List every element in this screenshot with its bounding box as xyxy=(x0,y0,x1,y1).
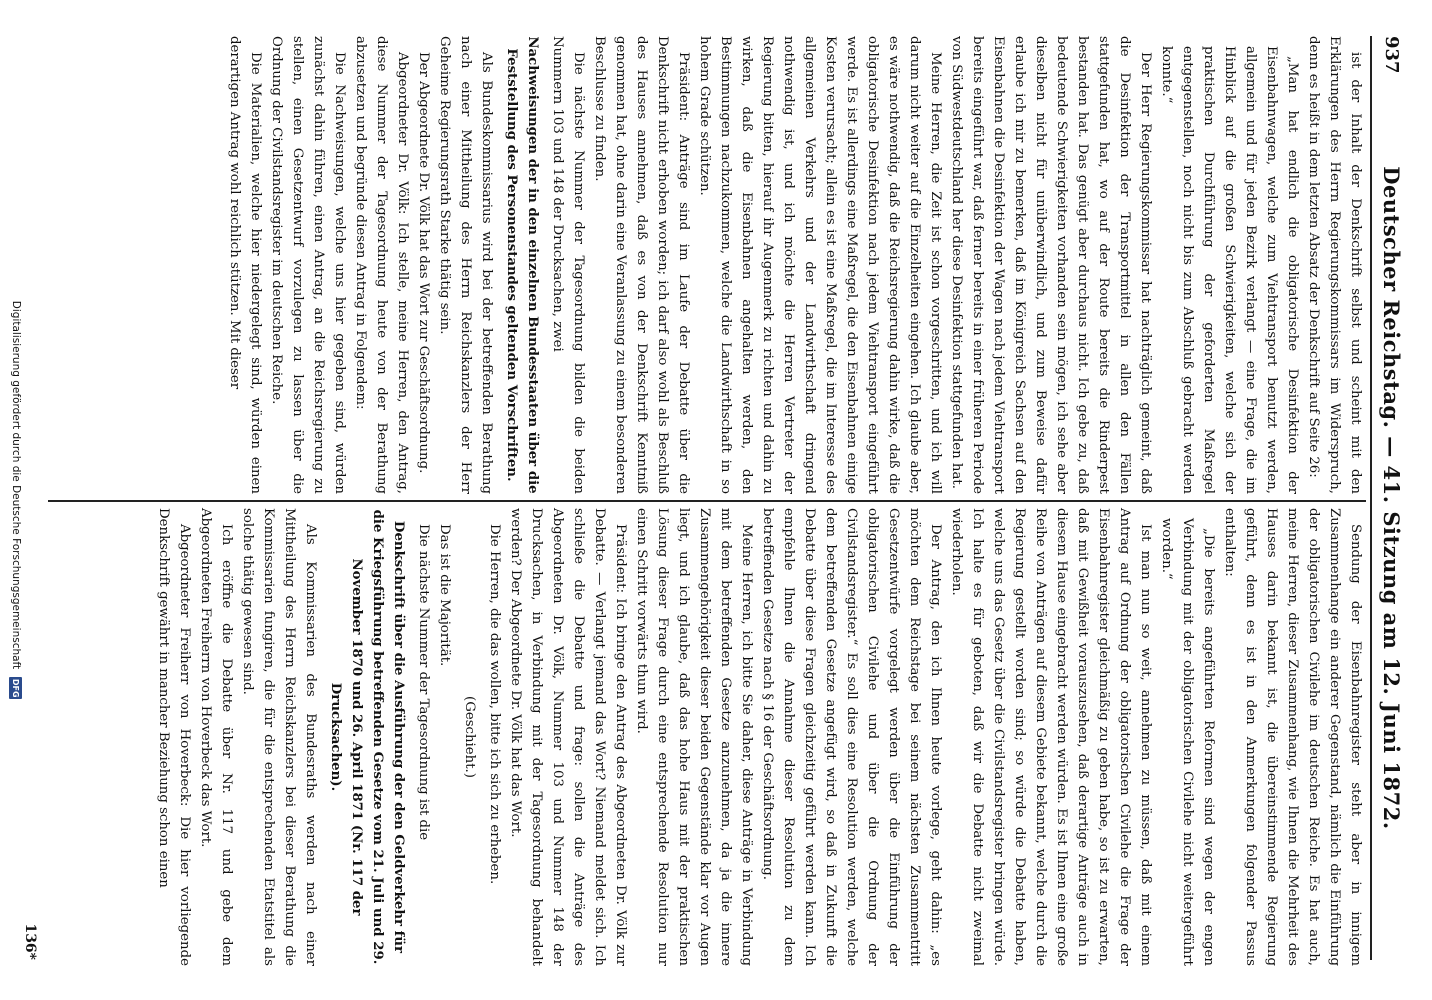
section-heading: Denkschrift über die Ausführung der den Geldverkehr für die Kriegsführung betreffenden Gesetze vom 21. Juli und 29. November 1870 und 26. April 1871 (Nr. 117 der Drucksachen). xyxy=(328,509,406,965)
stage-direction: (Geschieht.) xyxy=(462,696,477,778)
paragraph: Die Nachweisungen, welche uns hier gegeben sind, würden zunächst dahin führen, einen Antrag, an die Reichsregierung zu stellen, einen Gesetzentwurf vorzulegen zu lassen über die Ordnung der Civilstandsregister im deutschen Reiche. xyxy=(269,36,347,494)
page-number: 937 xyxy=(1381,36,1403,74)
column-left xyxy=(153,508,1366,966)
paragraph: Die Herren, die das wollen, bitte ich sich zu erheben. xyxy=(487,524,502,885)
paragraph: Die nächste Nummer der Tagesordnung ist die xyxy=(416,524,431,841)
signature-mark: 136* xyxy=(22,923,38,960)
running-title: Deutscher Reichstag. — 41. Sitzung am 12. Juni 1872. xyxy=(1379,166,1405,830)
paragraph: Die nächste Nummer der Tagesordnung bilden die beiden Nummern 103 und 148 der Drucksachen, zwei xyxy=(550,36,586,494)
paragraph: Meine Herren, ich bitte Sie daher, diese Anträge in Verbindung mit dem betreffenden Gesetze anzunehmen, da ja die innere Zusammengehörigkeit dieser beiden Gegenstände klar vor Augen liegt, und ich glaube, daß das hohe Haus mit der praktischen Lösung dieser Frage durch eine entsprechende Resolution nur einen Schritt vorwärts thun wird. xyxy=(634,508,754,966)
paragraph: Die Materialien, welche hier niedergelegt sind, würden einen derartigen Antrag wohl reichlich stützen. Mit dieser xyxy=(227,36,263,494)
paragraph: ist der Inhalt der Denkschrift selbst und scheint mit den Erklärungen des Herrn Regierungskommissars im Widerspruch, denn es heißt in dem letzten Absatz der Denkschrift auf Seite 26: xyxy=(1306,36,1363,494)
paragraph: Sendung der Eisenbahnregister steht aber in innigem Zusammenhange ein anderer Gegenstand, nämlich die Einführung der obligatorischen Civilehe im deutschen Reiche. Es hat auch, meine Herren, dieser Zusammenhang, wie Ihnen die Mehrheit des Hauses darin bekannt ist, die übereinstimmende Regierung geführt, denn es ist in den Anmerkungen folgender Passus enthalten: xyxy=(1222,508,1363,966)
paragraph: Der Abgeordnete Dr. Völk hat das Wort zur Geschäftsordnung. xyxy=(416,52,431,474)
column-divider xyxy=(48,500,1366,502)
quotation: „Man hat endlich die obligatorische Desinfektion der Eisenbahnwagen, welche zum Viehtransport benutzt werden, allgemein und für jeden Bezirk verlangt — eine Frage, die im Hinblick auf die großen Schwierigkeiten, welche sich der praktischen Durchführung der geforderten Maßregel entgegenstellen, noch nicht bis zum Abschluß gebracht werden konnte.“ xyxy=(1159,46,1300,494)
column-right xyxy=(224,36,1366,494)
paragraph: Abgeordneter Freiherr von Hoverbeck: Die hier vorliegende Denkschrift gewährt in mancher Beziehung schon einen xyxy=(156,508,192,966)
paragraph: Abgeordneter Dr. Völk: Ich stelle, meine Herren, den Antrag, diese Nummer der Tagesordnung heute von der Berathung abzusetzen und begründe diesen Antrag in Folgendem: xyxy=(353,36,410,494)
paragraph: Ich eröffne die Debatte über Nr. 117 und gebe dem Abgeordneten Freiherrn von Hoverbeck das Wort. xyxy=(198,508,234,966)
paragraph: Als Bundeskommissarius wird bei der betreffenden Berathung nach einer Mittheilung des Herrn Reichskanzlers der Herr Geheime Regierungsrath Starke thätig sein. xyxy=(437,36,494,494)
credit-text: Digitalisierung gefördert durch die Deutsche Forschungsgemeinschaft xyxy=(10,300,22,670)
paragraph: Als Kommissarien des Bundesraths werden nach einer Mittheilung des Herrn Reichskanzlers bei dieser Berathung die Kommissarien fungiren, die für die entsprechenden Etatstitel als solche thätig gewesen sind. xyxy=(240,508,318,966)
quotation: „Die bereits angeführten Reformen sind wegen der engen Verbindung mit der obligatorischen Civilehe nicht weitergeführt worden.“ xyxy=(1159,518,1216,966)
paragraph: Präsident: Ich bringe den Antrag des Abgeordneten Dr. Völk zur Debatte. — Verlangt jemand das Wort? Niemand meldet sich. Ich schließe die Debatte und frage: sollen die Anträge des Abgeordneten Dr. Völk, Nummer 103 und Nummer 148 der Drucksachen, in Verbindung mit der Tagesordnung behandelt werden? Der Abgeordnete Dr. Völk hat das Wort. xyxy=(508,508,628,966)
section-heading: Nachweisungen der in den einzelnen Bundesstaaten über die Feststellung des Personenstandes geltenden Vorschriften. xyxy=(504,36,540,494)
paragraph: Der Herr Regierungskommissar hat nachträglich gemeint, daß die Desinfektion der Transportmittel in allen den Fällen stattgefunden hat, wo auf der Route bereits die Rinderpest bestanden hat. Das genügt aber durchaus nicht. Ich gebe zu, daß bedeutende Schwierigkeiten vorhanden sein mögen, ich sehe aber dieselben nicht für unüberwindlich, und zum Beweise dafür erlaube ich mir zu bemerken, daß im Königreich Sachsen auf den Eisenbahnen die Desinfektion der Wagen nach jedem Viehtransport bereits eingeführt war, daß ferner bereits in einer früheren Periode von Südwestdeutschland her diese Desinfektion stattgefunden hat. xyxy=(949,36,1153,494)
dfg-logo-icon: DFG xyxy=(11,678,21,698)
paragraph: Ist man nun so weit, annehmen zu müssen, daß mit einem Antrag auf Ordnung der obligatorischen Civilehe die Frage der Eisenbahnregister gleichmäßig zu geben habe, so ist zu erwarten, daß mit Gewißheit vorauszusehen, daß derartige Anträge auch in diesem Hause eingebracht werden würden. Es ist Ihnen eine große Reihe von Anträgen auf diesem Gebiete bekannt, welche durch die Regierung gestellt worden sind; so würde die Debatte haben, welche uns das Gesetz über die Civilstandsregister bringen würde. Ich halte es für geboten, daß wir die Debatte nicht zweimal wiederholen. xyxy=(949,508,1153,966)
paragraph: Meine Herren, die Zeit ist schon vorgeschritten, und ich will darum nicht weiter auf die Einzelheiten eingehen. Ich glaube aber, es wäre nothwendig, daß die Reichsregierung dahin wirke, daß die obligatorische Desinfektion nach jedem Viehtransport eingeführt werde. Es ist allerdings eine Maßregel, die den Eisenbahnen einige Kosten verursacht; allein es ist eine Maßregel, die im Interesse des allgemeinen Verkehrs und der Landwirthschaft dringend nothwendig ist, und ich möchte die Herren Vertreter der Regierung bitten, hierauf ihr Augenmerk zu richten und dahin zu wirken, daß die Eisenbahnen angehalten werden, den Bestimmungen nachzukommen, welche die Landwirthschaft in so hohem Grade schützen. xyxy=(697,36,943,494)
paragraph: Das ist die Majorität. xyxy=(437,524,452,667)
page-header xyxy=(1370,36,1412,960)
paragraph: Präsident: Anträge sind im Laufe der Debatte über die Denkschrift nicht erhoben worden; ich darf also wohl als Beschluß des Hauses annehmen, daß es von der Denkschrift Kenntniß genommen hat, ohne darin eine Veranlassung zu einem besonderen Beschlusse zu finden. xyxy=(592,36,691,494)
paragraph: Der Antrag, den ich Ihnen heute vorlege, geht dahin: „es möchten dem Reichstage bei seinem nächsten Zusammentritt Gesetzentwürfe vorgelegt werden über die Einführung der obligatorischen Civilehe und über die Ordnung der Civilstandsregister.“ Es soll dies eine Resolution werden, welche dem betreffenden Gesetze angefügt wird, so daß in Zukunft die Debatte über diese Fragen gleichzeitig geführt werden kann. Ich empfehle Ihnen die Annahme dieser Resolution zu dem betreffenden Gesetze nach § 16 der Geschäftsordnung. xyxy=(760,508,943,966)
digitization-credit xyxy=(6,0,26,1000)
